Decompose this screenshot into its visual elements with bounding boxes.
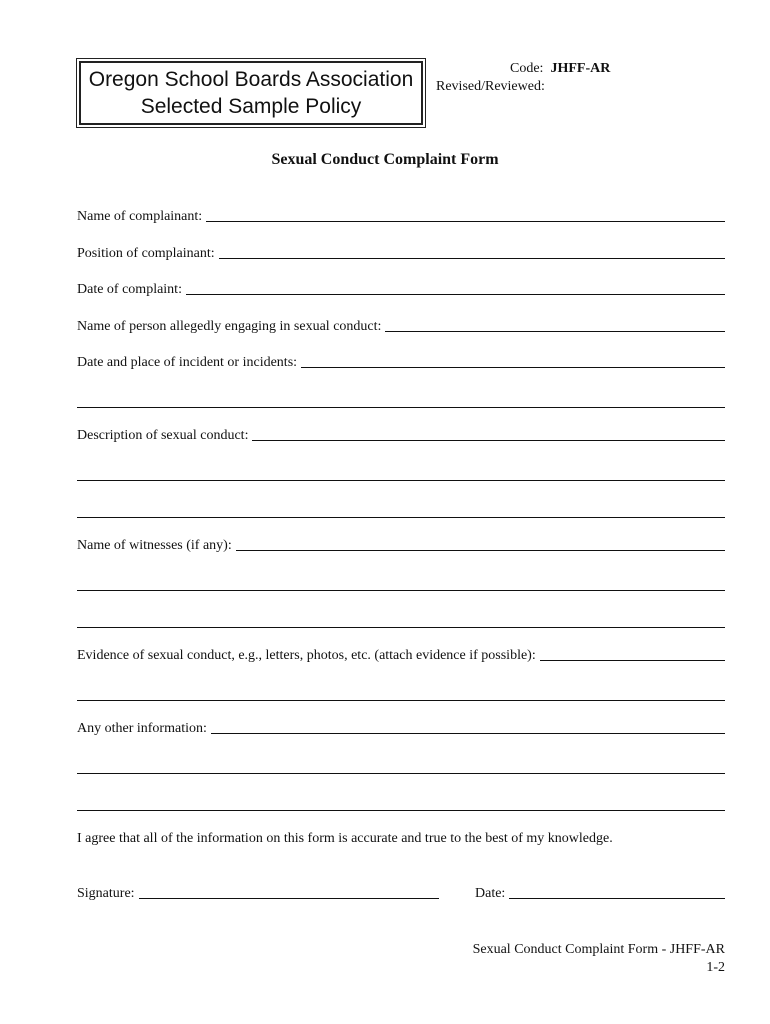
incident-date-place-field[interactable]	[77, 355, 725, 371]
accused-name-label: Name of person allegedly engaging in sexual conduct:	[77, 319, 382, 334]
org-header-inner	[79, 61, 423, 125]
revised-row	[436, 78, 610, 96]
page-number: 1-2	[706, 960, 725, 975]
incident-date-place-label: Date and place of incident or incidents:	[77, 355, 298, 370]
complainant-name-line[interactable]	[206, 221, 725, 222]
form-title: Sexual Conduct Complaint Form	[271, 151, 499, 168]
evidence-line[interactable]	[540, 660, 725, 661]
signature-label: Signature:	[77, 886, 135, 901]
accused-name-line[interactable]	[385, 331, 725, 332]
complainant-position-line[interactable]	[219, 258, 725, 259]
complaint-date-line[interactable]	[186, 294, 725, 295]
complainant-position-field[interactable]	[77, 246, 725, 262]
witnesses-extra-line-2[interactable]	[77, 627, 725, 628]
conduct-description-label: Description of sexual conduct:	[77, 428, 249, 443]
other-info-field[interactable]	[77, 721, 725, 737]
sign-date-field[interactable]	[475, 886, 725, 902]
signature-line[interactable]	[139, 898, 439, 899]
witnesses-label: Name of witnesses (if any):	[77, 538, 232, 553]
org-name: Oregon School Boards Association	[88, 68, 414, 91]
complaint-date-label: Date of complaint:	[77, 282, 182, 297]
conduct-description-line[interactable]	[252, 440, 725, 441]
conduct-extra-line-1[interactable]	[77, 480, 725, 481]
sign-date-line[interactable]	[509, 898, 725, 899]
incident-date-place-line[interactable]	[301, 367, 725, 368]
conduct-description-field[interactable]	[77, 428, 725, 444]
complainant-position-label: Position of complainant:	[77, 246, 215, 261]
evidence-field[interactable]	[77, 648, 725, 664]
other-info-extra-line-2[interactable]	[77, 810, 725, 811]
witnesses-field[interactable]	[77, 538, 725, 554]
complaint-date-field[interactable]	[77, 282, 725, 298]
witnesses-extra-line-1[interactable]	[77, 590, 725, 591]
evidence-extra-line[interactable]	[77, 700, 725, 701]
footer-title: Sexual Conduct Complaint Form - JHFF-AR	[472, 942, 725, 957]
code-row	[436, 60, 610, 78]
incident-extra-line[interactable]	[77, 407, 725, 408]
accused-name-field[interactable]	[77, 319, 725, 335]
accuracy-statement: I agree that all of the information on this form is accurate and true to the best of my knowledge.	[77, 831, 613, 846]
code-value: JHFF-AR	[550, 61, 611, 76]
other-info-extra-line-1[interactable]	[77, 773, 725, 774]
evidence-label: Evidence of sexual conduct, e.g., letters, photos, etc. (attach evidence if possible):	[77, 648, 536, 663]
code-label: Code:	[510, 61, 544, 76]
other-info-label: Any other information:	[77, 721, 207, 736]
other-info-line[interactable]	[211, 733, 725, 734]
revised-label: Revised/Reviewed:	[436, 79, 545, 94]
policy-code-block	[436, 60, 610, 96]
complainant-name-label: Name of complainant:	[77, 209, 203, 224]
page-footer	[473, 941, 725, 977]
conduct-extra-line-2[interactable]	[77, 517, 725, 518]
sign-date-label: Date:	[475, 886, 506, 901]
witnesses-line[interactable]	[236, 550, 725, 551]
signature-field[interactable]	[77, 886, 439, 902]
complainant-name-field[interactable]	[77, 209, 725, 225]
org-header-box	[76, 58, 426, 128]
policy-type: Selected Sample Policy	[140, 95, 362, 118]
